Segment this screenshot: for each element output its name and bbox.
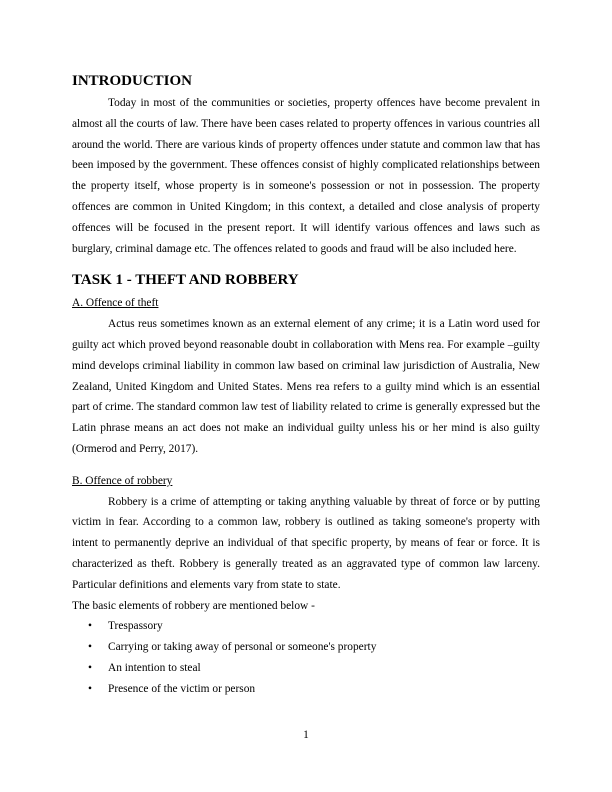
section-b-title: B. Offence of robbery [72, 474, 173, 487]
introduction-paragraph: Today in most of the communities or societies, property offences have become prevalent in almost all the courts of law. There have been cases related to property offences in various countries all around the world. There are various kinds of property offences under statute and common law that has been imposed by the government. These offences consist of highly complicated relationships between the property itself, whose property is in someone's possession or not in possession. The property offences are common in United Kingdom; in this context, a detailed and close analysis of property offences will be focused in the present report. It will identify various offences and laws such as burglary, criminal damage etc. The offences related to goods and fraud will be also included here. [72, 97, 540, 255]
list-item-text: An intention to steal [108, 661, 201, 674]
page-number: 1 [303, 729, 309, 741]
section-b-paragraph: Robbery is a crime of attempting or taking anything valuable by threat of force or by putting victim in fear. According to a common law, robbery is outlined as taking someone's property with intent to permanently deprive an individual of that specific property, by means of fear or force. It is characterized as theft. Robbery is generally treated as an aggravated type of common law larceny. Particular definitions and elements vary from state to state. [72, 495, 540, 591]
list-item-text: Carrying or taking away of personal or someone's property [108, 641, 377, 654]
bullet-icon: • [88, 682, 92, 695]
list-item [72, 679, 540, 700]
list-item [72, 658, 540, 679]
list-item-text: Trespassory [108, 620, 163, 633]
list-item [72, 637, 540, 658]
robbery-elements-intro: The basic elements of robbery are mentioned below - [72, 599, 315, 612]
list-item-text: Presence of the victim or person [108, 682, 256, 695]
task1-heading: TASK 1 - THEFT AND ROBBERY [72, 272, 299, 289]
robbery-elements-list [72, 616, 540, 699]
section-a-paragraph: Actus reus sometimes known as an external element of any crime; it is a Latin word used for guilty act which proved beyond reasonable doubt in collaboration with Mens rea. For example –guilty mind develops criminal liability in common law based on criminal law jurisdiction of Australia, New Zealand, United Kingdom and United States. Mens rea refers to a guilty mind which is an essential part of crime. The standard common law test of liability related to crime is generally expressed but the Latin phrase means an act does not make an individual guilty unless his or her mind is also guilty (Ormerod and Perry, 2017). [72, 318, 540, 455]
bullet-icon: • [88, 620, 92, 633]
bullet-icon: • [88, 661, 92, 674]
section-a-title: A. Offence of theft [72, 297, 159, 310]
list-item [72, 616, 540, 637]
bullet-icon: • [88, 641, 92, 654]
introduction-heading: INTRODUCTION [72, 73, 193, 89]
document-page [72, 71, 540, 700]
